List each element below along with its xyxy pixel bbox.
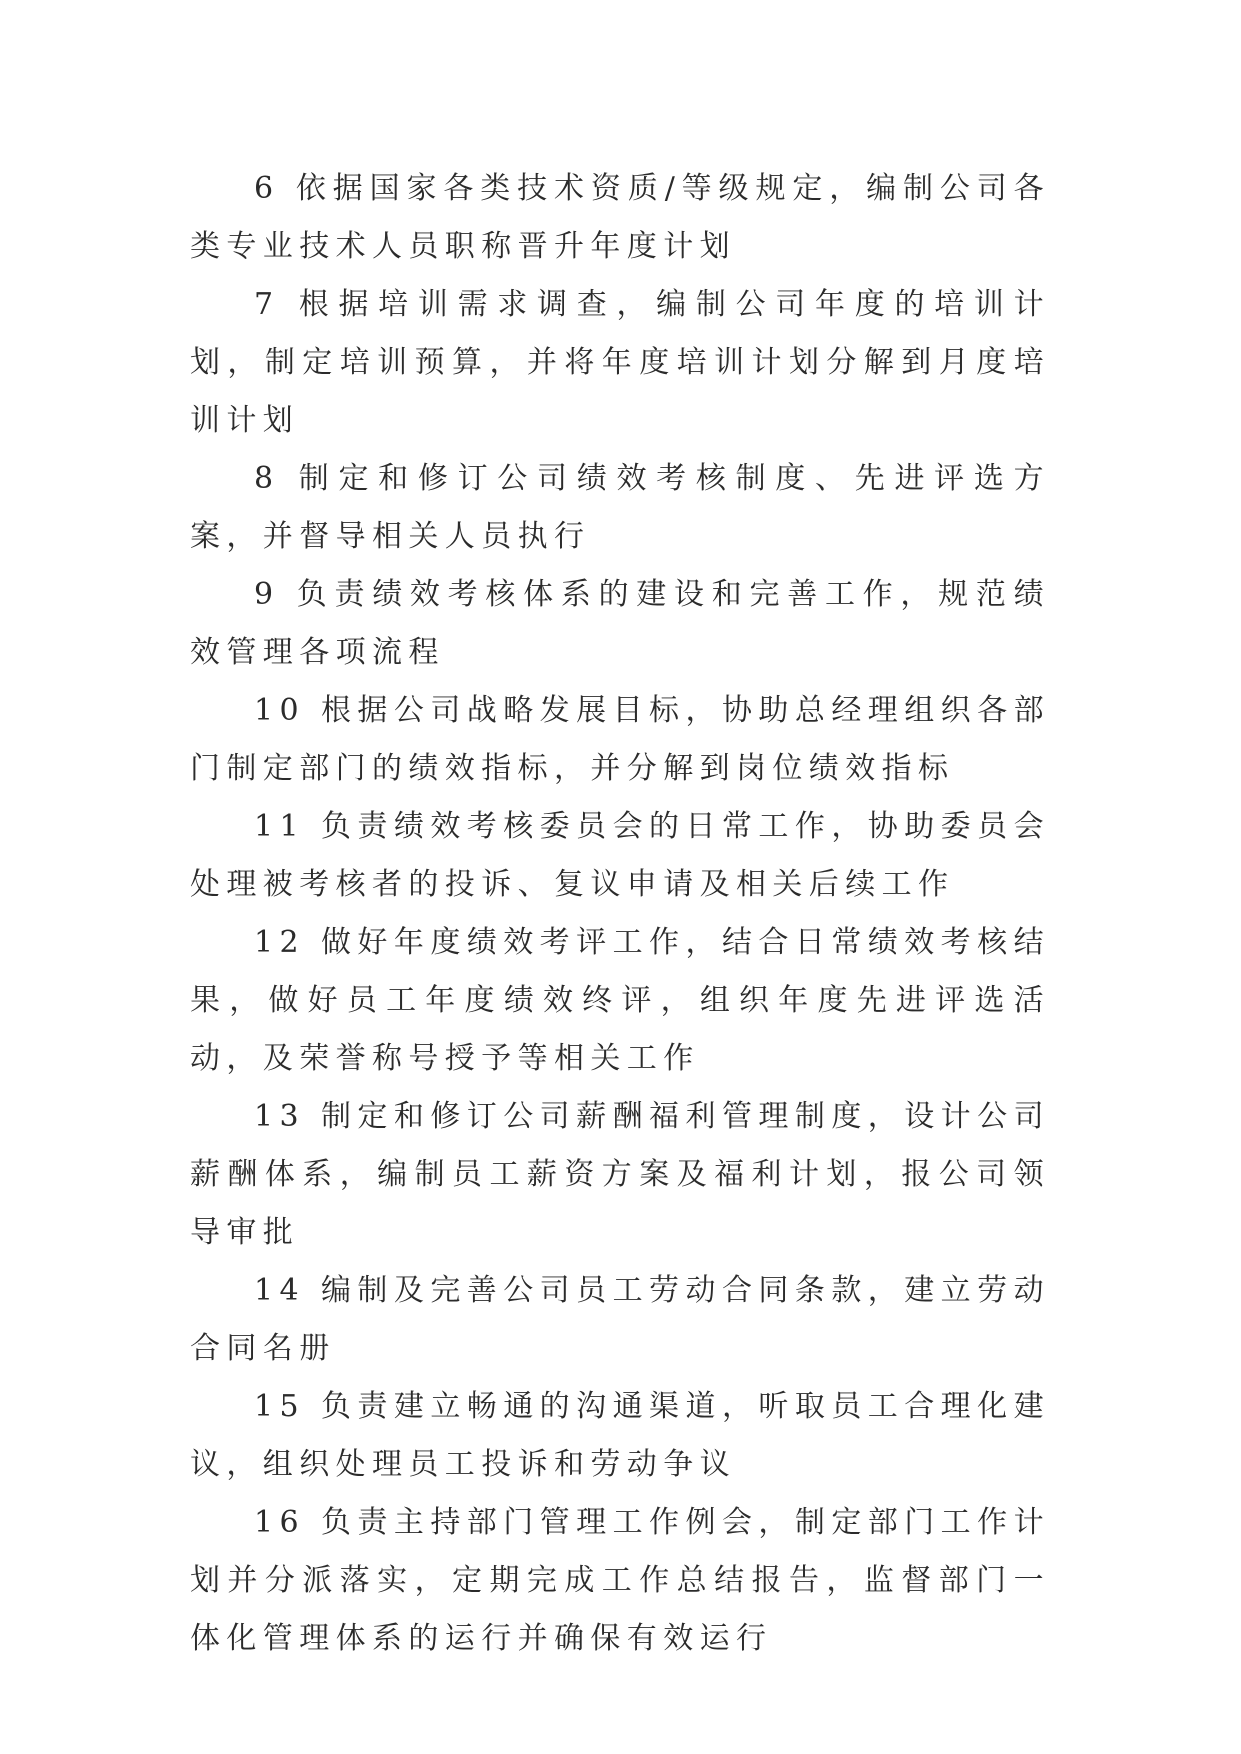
paragraph-16: 16 负责主持部门管理工作例会，制定部门工作计划并分派落实，定期完成工作总结报告，监督部门一体化管理体系的运行并确保有效运行 [190,1505,1050,1656]
document-body [190,160,1050,1668]
paragraph-15: 15 负责建立畅通的沟通渠道，听取员工合理化建议，组织处理员工投诉和劳动争议 [190,1389,1050,1482]
paragraph-12: 12 做好年度绩效考评工作，结合日常绩效考核结果，做好员工年度绩效终评，组织年度先进评选活动，及荣誉称号授予等相关工作 [190,925,1050,1076]
paragraph-14: 14 编制及完善公司员工劳动合同条款，建立劳动合同名册 [190,1273,1050,1366]
paragraph-9: 9 负责绩效考核体系的建设和完善工作，规范绩效管理各项流程 [190,577,1050,670]
paragraph-10: 10 根据公司战略发展目标，协助总经理组织各部门制定部门的绩效指标，并分解到岗位绩效指标 [190,693,1050,786]
paragraph-7: 7 根据培训需求调查，编制公司年度的培训计划，制定培训预算，并将年度培训计划分解到月度培训计划 [190,287,1050,438]
paragraph-11: 11 负责绩效考核委员会的日常工作，协助委员会处理被考核者的投诉、复议申请及相关后续工作 [190,809,1050,902]
paragraph-13: 13 制定和修订公司薪酬福利管理制度，设计公司薪酬体系，编制员工薪资方案及福利计划，报公司领导审批 [190,1099,1050,1250]
paragraph-8: 8 制定和修订公司绩效考核制度、先进评选方案，并督导相关人员执行 [190,461,1050,554]
paragraph-6: 6 依据国家各类技术资质/等级规定，编制公司各类专业技术人员职称晋升年度计划 [190,171,1050,264]
